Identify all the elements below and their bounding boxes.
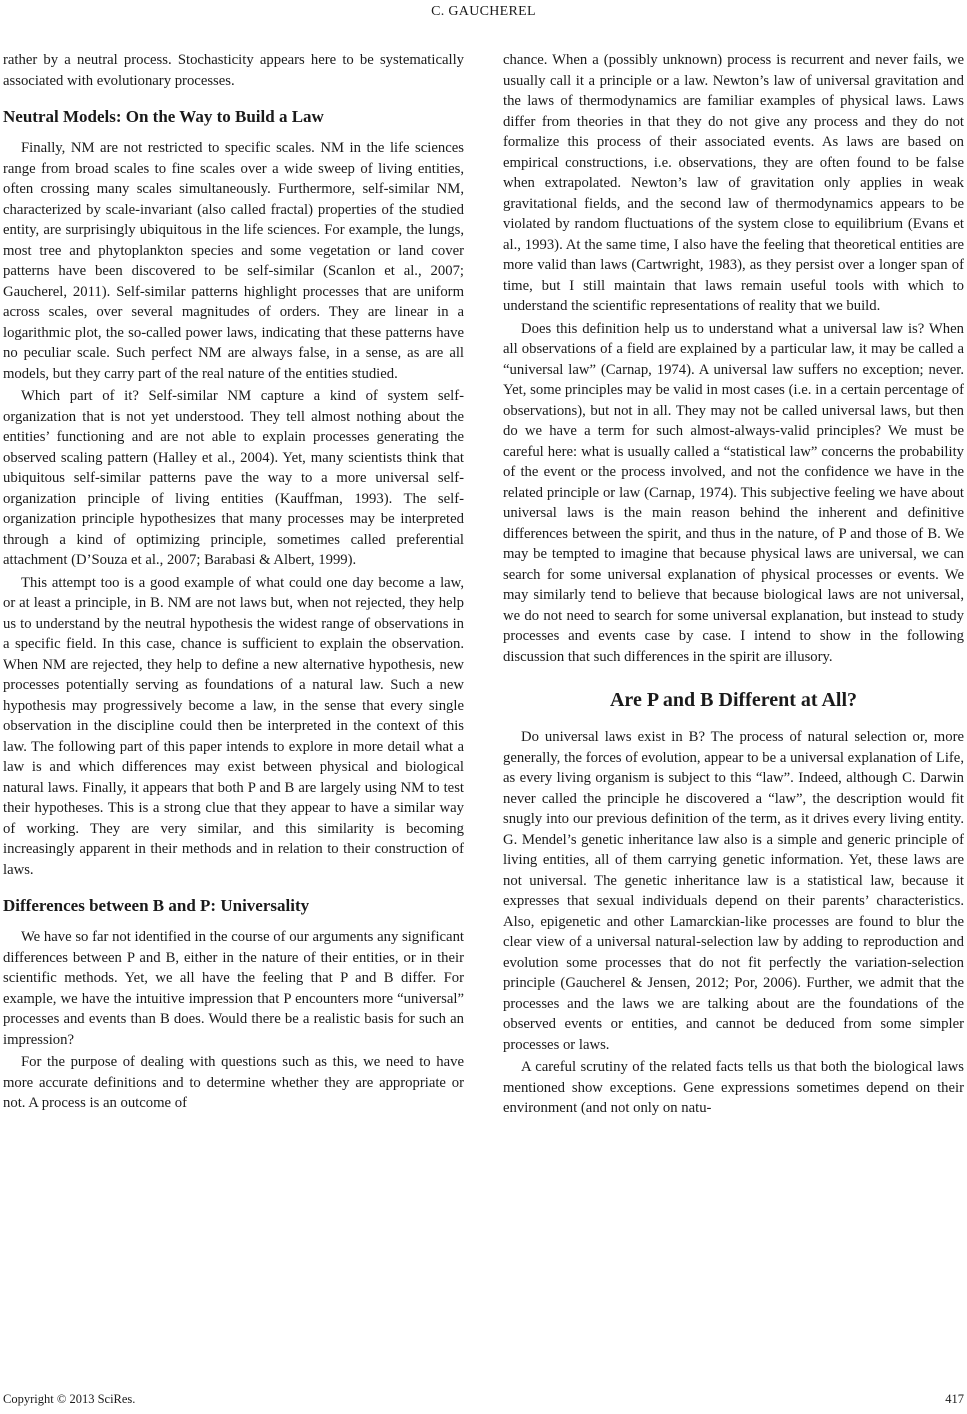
paragraph: Does this definition help us to understand what a universal law is? When all observations of a field are explained by a particular law, it may be called a “universal law” (Carnap, 1974). A universal law suffers no exception; never. Yet, some principles may be valid in most cases (i.e. in a certain percentage of observations), but not in all. They may not be called universal laws, but then do we have a term for such almost-always-valid principles? We must be careful here: what is usually called a “statistical law” concerns the probability of the event or the process involved, and not the confidence we have in the related principle or law (Carnap, 1974). This subjective feeling we have about universal laws is the main reason behind the inherent and definitive differences between the spirit, and thus in the nature, of P and those of B. We may be tempted to imagine that because physical laws are universal, we can search for some universal explanation of physical processes or events. We may similarly tend to believe that because biological laws are not universal, we do not need to search for some universal explanation, but instead to study processes and events case by case. I intend to show in the following discussion that such differences in the spirit are illusory. [503, 320, 964, 665]
section-heading-neutral-models: Neutral Models: On the Way to Build a Law [3, 107, 324, 126]
paragraph: rather by a neutral process. Stochasticity appears here to be systematically associated with evolutionary processes. [3, 52, 464, 89]
paragraph: For the purpose of dealing with questions such as this, we need to have more accurate definitions and to determine whether they are appropriate or not. A process is an outcome of [3, 1054, 464, 1111]
section-heading-universality: Differences between B and P: Universality [3, 896, 310, 915]
paragraph: A careful scrutiny of the related facts tells us that both the biological laws mentioned show exceptions. Gene expressions sometimes depend on their environment (and not only on natu- [503, 1059, 964, 1116]
section-heading-p-and-b-different: Are P and B Different at All? [609, 689, 858, 711]
copyright-notice: Copyright © 2013 SciRes. [3, 1392, 136, 1406]
paragraph: This attempt too is a good example of what could one day become a law, or at least a principle, in B. NM are not laws but, when not rejected, they help us to understand by the neutral hypothesis the widest range of observations in a specific field. In this case, chance is sufficient to explain the observation. When NM are rejected, they help to define a new alternative hypothesis, new processes potentially serving as foundations of a natural law. Such a new hypothesis may progressively become a law, in the sense that every single observation in the discipline could then be interpreted in the context of this law. The following part of this paper intends to explore in more detail what a law is and which differences may exist between physical and biological natural laws. Finally, it appears that both P and B are largely using NM to test their hypotheses. This is a strong clue that they appear to have a similar way of working. They are very similar, and this similarity is becoming increasingly apparent in their methods and in relation to their construction of laws. [3, 574, 464, 878]
paragraph: chance. When a (possibly unknown) process is recurrent and never fails, we usually call it a principle or a law. Newton’s law of universal gravitation and the laws of thermodynamics are familiar examples of physical laws. Laws differ from theories in that they do not give any process and they do not formalize this process of their associated events. As laws are based on empirical constructions, i.e. observations, they are often found to be false when extrapolated. Newton’s law of gravitation only applies in weak gravitational fields, and the second law of thermodynamics appears to be violated by random fluctuations of the system close to equilibrium (Evans et al., 1993). At the same time, I also have the feeling that theoretical entities are more valid than laws (Cartwright, 1983), as they persist over a longer span of time, but I still maintain that laws remain useful tools with which to understand the scientific representations of reality that we build. [503, 52, 964, 314]
paragraph: Do universal laws exist in B? The process of natural selection or, more generally, the forces of evolution, appear to be a universal explanation of Life, as every living organism is subject to this “law”. Indeed, although C. Darwin never called the principle he discovered a “law”, the description would fit snugly into our previous definition of the term, as it drives every living entity. G. Mendel’s genetic inheritance law also is a simple and generic principle of living entities, all of them carrying genetic information. Yet, these laws are not universal. The genetic inheritance law is a statistical law, because it expresses that sexual individuals depend on their parents’ characteristics. Also, epigenetic and other Lamarckian-like processes are found to blur the clear view of a universal natural-selection law by adding to reproduction and evolution some processes that do not fit perfectly the variation-selection principle (Gaucherel & Jensen, 2012; Por, 2006). Further, we admit that the processes and the laws we are talking about are the foundations of the observed events or entities, and cannot be deduced from some simpler processes or laws. [503, 729, 964, 1053]
right-column [503, 50, 964, 1380]
page-number: 417 [945, 1392, 964, 1406]
left-column [3, 50, 464, 1380]
paragraph: We have so far not identified in the course of our arguments any significant differences between P and B, either in the nature of their entities, or in their scientific methods. Yet, we all have the feeling that P and B differ. For example, we have the intuitive impression that P encounters more “universal” processes and events than B does. Would there be a realistic basis for such an impression? [3, 929, 464, 1048]
paragraph: Finally, NM are not restricted to specific scales. NM in the life sciences range from broad scales to fine scales over a wide sweep of living entities, often crossing many scales simultaneously. Furthermore, self-similar NM, characterized by scale-invariant (also called fractal) properties of the studied entity, are surprisingly ubiquitous in the life sciences. For example, the lungs, most tree and phytoplankton species and some vegetation or land cover patterns have been discovered to be self-similar (Scanlon et al., 2007; Gaucherel, 2011). Self-similar patterns highlight processes that are uniform across scales, over several magnitudes of orders. They are linear in a logarithmic plot, the so-called power laws, indicating that these patterns have no peculiar scale. Such perfect NM are always false, in a sense, as are all models, but they carry part of the real nature of the entities studied. [3, 140, 464, 382]
paragraph: Which part of it? Self-similar NM capture a kind of system self-organization that is not yet understood. They tell almost nothing about the entities’ functioning and are not able to explain processes generating the observed scaling pattern (Halley et al., 2004). Yet, many scientists think that ubiquitous self-similar patterns pave the way to a more universal self-organization principle of living entities (Kauffman, 1993). The self-organization principle hypothesizes that many processes may be interpreted through a kind of optimizing principle, sometimes called preferential attachment (D’Souza et al., 2007; Barabasi & Albert, 1999). [3, 388, 464, 568]
running-head: C. GAUCHEREL [431, 4, 536, 19]
